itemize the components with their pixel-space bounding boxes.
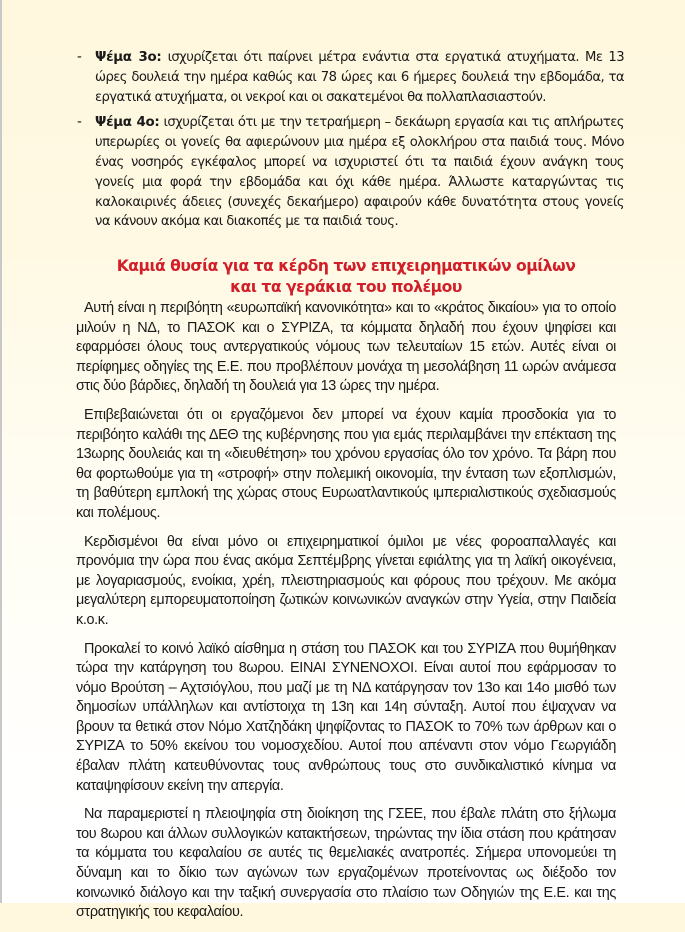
section-heading-line-2: και τα γεράκια του πολέμου	[230, 278, 462, 296]
bullet-list	[68, 48, 624, 238]
bullet-dash: -	[77, 49, 82, 65]
paragraph: Κερδισμένοι θα είναι μόνο οι επιχειρηματικοί όμιλοι με νέες φοροαπαλλαγές και προνόμια την ώρα που ένας ακόμα Σεπτέμβρης γίνεται εφιάλτης για τη λαϊκή οικογένεια, με λογαριασμούς, ενοίκια, χρέη, πλειστηριασμούς και φόρους που τρέχουν. Με ακόμα μεγαλύτερη εμπορευματοποίηση ζωτικών κοινωνικών αναγκών στην Υγεία, στην Παιδεία κ.ο.κ.	[76, 533, 616, 628]
bullet-dash: -	[77, 114, 82, 131]
paragraph: Προκαλεί το κοινό λαϊκό αίσθημα η στάση του ΠΑΣΟΚ και του ΣΥΡΙΖΑ που θυμήθηκαν τώρα την κατάργηση του 8ωρου. ΕΙΝΑΙ ΣΥΝΕΝΟΧΟΙ. Είναι αυτοί που εφάρμοσαν το νόμο Βρούτση – Αχτσιόγλου, που μαζί με τη ΝΔ κατάργησαν τον 13ο και 14ο μισθό των δημοσίων υπάλληλων και αντίστοιχα τη 13η και 14η σύνταξη. Αυτοί που έψαχναν να βρουν τα θετικά στον Νόμο Χατζηδάκη ψηφίζοντας το ΠΑΣΟΚ το 70% των άρθρων και ο ΣΥΡΙΖΑ το 50% εκείνου του νομοσχεδίου. Αυτοί που απέναντι στον νόμο Γεωργιάδη έβαλαν πλάτη κατευθύνοντας τους ανθρώπους τους στο συνδικαλιστικό κίνημα να καταψηφίσουν εκείνη την απεργία.	[76, 640, 616, 794]
bullet-text: ισχυρίζεται ότι παίρνει μέτρα ενάντια στα εργατικά ατυχήματα. Με 13 ώρες δουλειά την ημέρα καθώς και 78 ώρες και 6 ήμερες δουλειά την εβδομάδα, τα εργατικά ατυχήματα, οι νεκροί και οι σακατεμένοι θα πολλαπλασιαστούν.	[95, 50, 624, 105]
bullet-text: ισχυρίζεται ότι με την τετραήμερη – δεκάωρη εργασία και τις απλήρωτες υπερωρίες οι γονείς θα αφιερώνουν μια ημέρα εξ ολοκλήρου στα παιδιά τους. Μόνο ένας νοσηρός εγκέφαλος μπορεί να ισχυριστεί ότι τα παιδιά έχουν ανάγκη τους γονείς μια φορά την εβδομάδα και όχι κάθε ημέρα. Άλλωστε καταργώντας τις καλοκαιρινές άδειες (συνεχές δεκαήμερο) αφαιρούν κάθε δυνατότητα στους γονείς να κάνουν ακόμα και διακοπές με τα παιδιά τους.	[95, 115, 624, 230]
section-heading-line-1: Καμιά θυσία για τα κέρδη των επιχειρηματικών ομίλων	[116, 257, 576, 275]
bullet-item	[68, 113, 624, 232]
section-heading	[68, 256, 624, 298]
bullet-lead: Ψέμα 4ο:	[95, 115, 160, 131]
bullet-lead: Ψέμα 3ο:	[95, 50, 162, 65]
body-paragraphs	[76, 299, 616, 932]
bullet-item	[68, 48, 624, 107]
paragraph: Αυτή είναι η περιβόητη «ευρωπαϊκή κανονικότητα» και το «κράτος δικαίου» για το οποίο μιλούν η ΝΔ, το ΠΑΣΟΚ και ο ΣΥΡΙΖΑ, τα κόμματα δηλαδή που έχουν ψηφίσει και εφαρμόσει όλους τους αντεργατικούς νόμους των τελευταίων 15 ετών. Αυτές είναι οι περίφημες οδηγίες της Ε.Ε. που προβλέπουν μονάχα τη μεσολάβηση 11 ωρών ανάμεσα στις δύο βάρδιες, δηλαδή τη δουλειά για 13 ώρες την ημέρα.	[76, 300, 616, 395]
paragraph: Να παραμεριστεί η πλειοψηφία στη διοίκηση της ΓΣΕΕ, που έβαλε πλάτη στο ξήλωμα του 8ωρου και άλλων συλλογικών κατακτήσεων, τηρώντας την ίδια στάση που κράτησαν τα κόμματα του κεφαλαίου σε αυτές τις θεμελιακές ανατροπές. Σήμερα υπονομεύει τη δύναμη και το δίκιο των αγώνων των εργαζομένων προτείνοντας ως διέξοδο τον κοινωνικό διάλογο και την ταξική συνεργασία στο πλαίσιο των Οδηγιών της Ε.Ε. και της στρατηγικής του κεφαλαίου.	[76, 806, 616, 921]
paragraph: Επιβεβαιώνεται ότι οι εργαζόμενοι δεν μπορεί να έχουν καμία προσδοκία για το περιβόητο καλάθι της ΔΕΘ της κυβέρνησης που για εμάς περιλαμβάνει την επέκταση της 13ωρης δουλειάς και τη «διευθέτηση» του χρόνου εργασίας όλο τον χρόνο. Τα βάρη που θα φορτωθούμε για τη «στροφή» στην πολεμική οικονομία, την ένταση των εξοπλισμών, τη βαθύτερη εμπλοκή της χώρας στους Ευρωατλαντικούς ιμπεριαλιστικούς σχεδιασμούς και πολέμους.	[76, 406, 616, 521]
page-left-border	[0, 0, 2, 903]
